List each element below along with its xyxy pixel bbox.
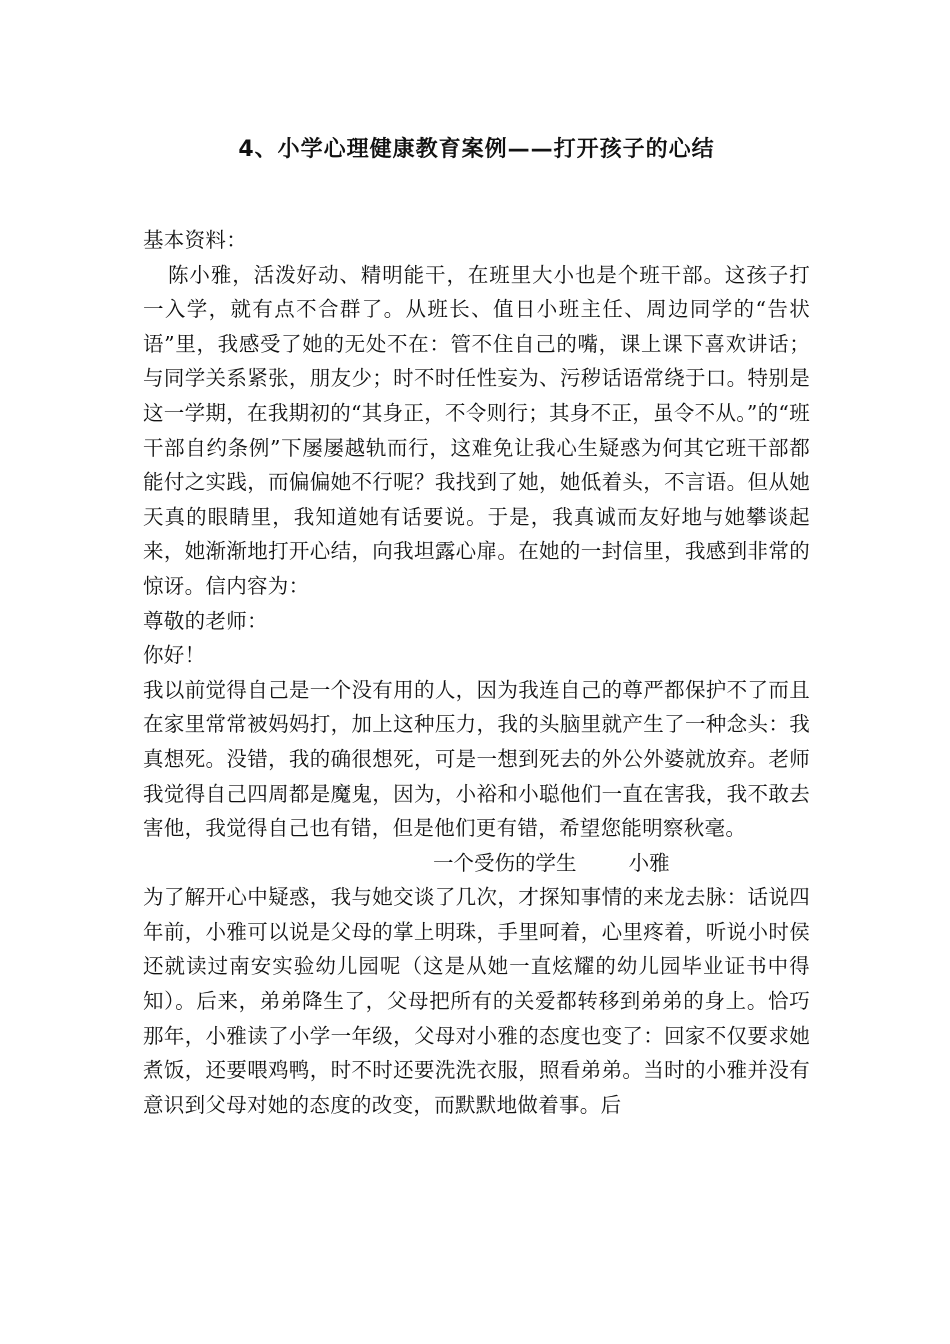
letter-salutation: 尊敬的老师： bbox=[143, 608, 268, 633]
letter-greeting: 你好！ bbox=[143, 643, 206, 668]
intro-paragraph: 陈小雅，活泼好动、精明能干，在班里大小也是个班干部。这孩子打一入学，就有点不合群了。从班长、值日小班主任、周边同学的“告状语”里，我感受了她的无处不在：管不住自己的嘴，课上课下喜欢讲话；与同学关系紧张，朋友少；时不时任性妄为、污秽话语常绕于口。特别是这一学期，在我期初的“其身正，不令则行；其身不正，虽令不从。”的“班干部自约条例”下屡屡越轨而行，这难免让我心生疑惑为何其它班干部都能付之实践，而偏偏她不行呢？我找到了她，她低着头，不言语。但从她天真的眼睛里，我知道她有话要说。于是，我真诚而友好地与她攀谈起来，她渐渐地打开心结，向我坦露心扉。在她的一封信里，我感到非常的惊讶。信内容为： bbox=[143, 262, 810, 598]
document-title: 4、小学心理健康教育案例——打开孩子的心结 bbox=[238, 137, 715, 162]
section-label: 基本资料： bbox=[143, 228, 247, 252]
letter-signature: 一个受伤的学生 小雅 bbox=[433, 850, 670, 875]
follow-paragraph: 为了解开心中疑惑，我与她交谈了几次，才探知事情的来龙去脉：话说四年前，小雅可以说是父母的掌上明珠，手里呵着，心里疼着，听说小时侯还就读过南安实验幼儿园呢（这是从她一直炫耀的幼儿园毕业证书中得知）。后来，弟弟降生了，父母把所有的关爱都转移到弟弟的身上。恰巧那年，小雅读了小学一年级，父母对小雅的态度也变了：回家不仅要求她煮饭，还要喂鸡鸭，时不时还要洗洗衣服，照看弟弟。当时的小雅并没有意识到父母对她的态度的改变，而默默地做着事。后 bbox=[143, 885, 810, 1117]
letter-body: 我以前觉得自己是一个没有用的人，因为我连自己的尊严都保护不了而且在家里常常被妈妈打，加上这种压力，我的头脑里就产生了一种念头：我真想死。没错，我的确很想死，可是一想到死去的外公外婆就放弃。老师我觉得自己四周都是魔鬼，因为，小裕和小聪他们一直在害我，我不敢去害他，我觉得自己也有错，但是他们更有错，希望您能明察秋毫。 bbox=[143, 677, 810, 841]
